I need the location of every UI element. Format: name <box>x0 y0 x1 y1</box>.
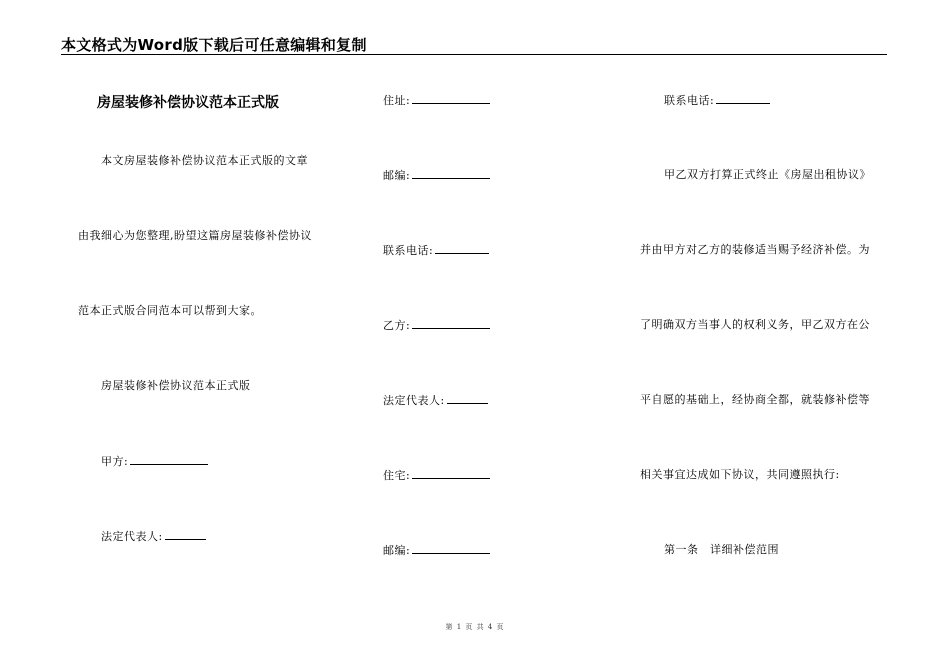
document-header-title: 本文格式为Word版下载后可任意编辑和复制 <box>61 36 367 54</box>
phone-b-blank <box>716 93 770 104</box>
legal-rep-a-label: 法定代表人: <box>101 530 163 543</box>
phone-a-blank <box>435 243 489 254</box>
legal-rep-b-label: 法定代表人: <box>383 394 445 407</box>
residence-blank <box>412 468 490 479</box>
phone-b-field <box>664 93 770 108</box>
legal-rep-b-blank <box>447 393 488 404</box>
legal-rep-a-blank <box>165 529 206 540</box>
article-1-heading: 第一条 详细补偿范围 <box>664 543 779 556</box>
postcode-b-blank <box>412 543 490 554</box>
legal-rep-b-field <box>383 393 488 408</box>
party-a-blank <box>130 454 208 465</box>
residence-field <box>383 468 490 483</box>
party-a-field <box>101 454 208 469</box>
phone-a-label: 联系电话: <box>383 244 434 257</box>
postcode-b-label: 邮编: <box>383 544 411 557</box>
body-paragraph-line-3: 了明确双方当事人的权利义务，甲乙双方在公 <box>640 318 870 331</box>
phone-b-label: 联系电话: <box>664 94 715 107</box>
page-number: 第 1 页 共 4 页 <box>445 623 505 631</box>
postcode-a-label: 邮编: <box>383 169 411 182</box>
address-blank <box>412 93 490 104</box>
postcode-b-field <box>383 543 490 558</box>
address-field <box>383 93 490 108</box>
postcode-a-field <box>383 168 490 183</box>
intro-line-3: 范本正式版合同范本可以帮到大家。 <box>78 304 262 317</box>
address-label: 住址: <box>383 94 411 107</box>
body-paragraph-line-1: 甲乙双方打算正式终止《房屋出租协议》 <box>664 168 871 181</box>
body-paragraph-line-4: 平自愿的基础上，经协商全都，就装修补偿等 <box>640 393 870 406</box>
party-a-label: 甲方: <box>101 455 129 468</box>
phone-a-field <box>383 243 489 258</box>
party-b-field <box>383 318 490 333</box>
party-b-blank <box>412 318 490 329</box>
postcode-a-blank <box>412 168 490 179</box>
subtitle: 房屋装修补偿协议范本正式版 <box>101 379 251 392</box>
header-divider <box>61 54 887 55</box>
residence-label: 住宅: <box>383 469 411 482</box>
party-b-label: 乙方: <box>383 319 411 332</box>
body-paragraph-line-2: 并由甲方对乙方的装修适当赐予经济补偿。为 <box>640 243 870 256</box>
intro-line-2: 由我细心为您整理,盼望这篇房屋装修补偿协议 <box>78 229 312 242</box>
legal-rep-a-field <box>101 529 206 544</box>
intro-line-1: 本文房屋装修补偿协议范本正式版的文章 <box>101 154 308 167</box>
body-paragraph-line-5: 相关事宜达成如下协议，共同遵照执行: <box>640 468 840 481</box>
document-title: 房屋装修补偿协议范本正式版 <box>97 95 279 111</box>
